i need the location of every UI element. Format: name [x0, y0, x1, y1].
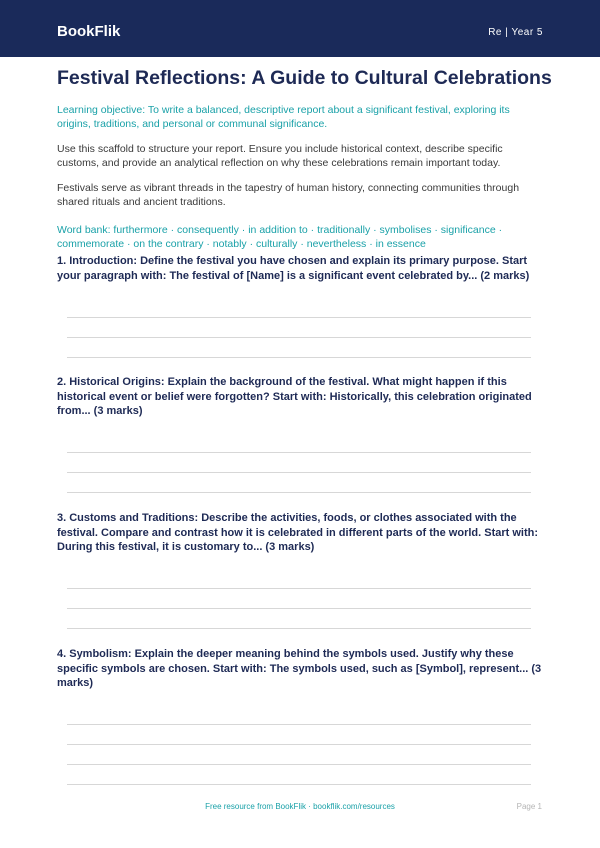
answer-line[interactable]	[67, 492, 531, 493]
intro-section	[57, 62, 552, 251]
question-3: 3. Customs and Traditions: Describe the activities, foods, or clothes associated with the festival. Compare and contrast how it is celebrated in different parts of the world. Start with: During this festival, it is customary to... (3 marks)	[57, 512, 539, 553]
footer-credit: Free resource from BookFlik · bookflik.com/resources	[205, 802, 395, 811]
word-bank: Word bank: furthermore · consequently · in addition to · traditionally · symbolises · significance · commemorate · on the contrary · notably · culturally · nevertheless · in essence	[57, 224, 503, 250]
answer-line[interactable]	[67, 317, 531, 318]
answer-line[interactable]	[67, 472, 531, 473]
learning-objective: Learning objective: To write a balanced, descriptive report about a significant festival, exploring its origins, traditions, and personal or communal significance.	[57, 104, 510, 130]
answer-line[interactable]	[67, 784, 531, 785]
page-header	[0, 0, 600, 57]
instructions-paragraph: Use this scaffold to structure your report. Ensure you include historical context, describe specific customs, and provide an analytical reflection on why these celebrations remain important today.	[57, 143, 503, 169]
brand-logo-text: BookFlik	[57, 23, 121, 40]
question-1: 1. Introduction: Define the festival you have chosen and explain its primary purpose. Start your paragraph with: The festival of [Name] is a significant event celebrated by... (2 marks)	[57, 255, 530, 282]
answer-line[interactable]	[67, 628, 531, 629]
page-number: Page 1	[516, 802, 542, 811]
answer-line[interactable]	[67, 764, 531, 765]
answer-line[interactable]	[67, 588, 531, 589]
question-2: 2. Historical Origins: Explain the background of the festival. What might happen if this historical event or belief were forgotten? Start with: Historically, this celebration originated from... (3 marks)	[57, 376, 532, 417]
answer-line[interactable]	[67, 744, 531, 745]
question-4: 4. Symbolism: Explain the deeper meaning behind the symbols used. Justify why these specific symbols are chosen. Start with: The symbols used, such as [Symbol], represent... (3 marks)	[57, 648, 542, 689]
context-paragraph: Festivals serve as vibrant threads in the tapestry of human history, connecting communities through shared rituals and ancient traditions.	[57, 182, 520, 208]
answer-line[interactable]	[67, 724, 531, 725]
subject-year-label: Re | Year 5	[488, 27, 543, 38]
answer-line[interactable]	[67, 337, 531, 338]
page-title: Festival Reflections: A Guide to Cultural Celebrations	[57, 67, 552, 89]
answer-line[interactable]	[67, 608, 531, 609]
answer-line[interactable]	[67, 357, 531, 358]
answer-line[interactable]	[67, 452, 531, 453]
